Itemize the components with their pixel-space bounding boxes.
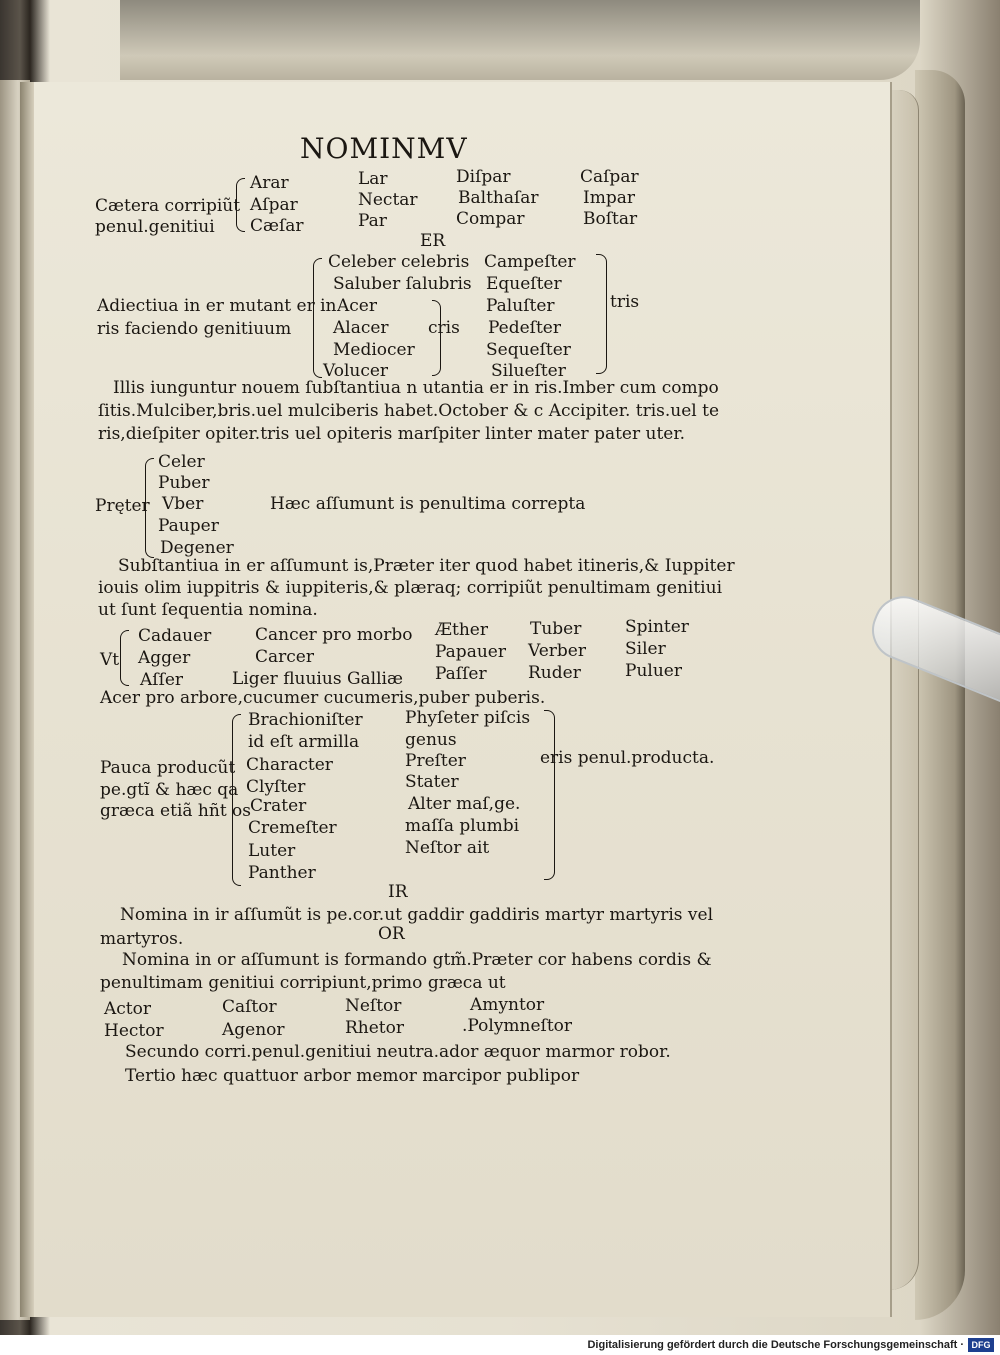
block2-tris: tris xyxy=(610,292,640,312)
block6-r1-c2: Caſtor xyxy=(222,997,277,1017)
line-tertio: Tertio hæc quattuor arbor memor marcipor publipor xyxy=(125,1066,580,1086)
block2-cris: cris xyxy=(428,318,460,338)
block2-c1-r4: Alacer xyxy=(333,318,389,338)
block1-c2-r3: Par xyxy=(358,211,387,231)
block4-c2-r1: Cancer pro morbo xyxy=(255,625,413,645)
block3-word-3: Vber xyxy=(162,494,204,514)
book-top-edge xyxy=(120,0,920,80)
block4-c4-r3: Ruder xyxy=(528,663,581,683)
para-ir-line2: martyros. xyxy=(100,929,184,949)
page-stack-edge xyxy=(915,70,965,1320)
block4-c1-r1: Cadauer xyxy=(138,626,212,646)
block5-c2-r4: Stater xyxy=(405,772,459,792)
block5-c1-r6: Cremeſter xyxy=(248,818,337,838)
block5-c1-r8: Panther xyxy=(248,863,316,883)
para1-line3: ris,dieſpiter opiter.tris uel opiteris marſpiter linter mater pater uter. xyxy=(98,424,686,444)
block1-c2-r2: Nectar xyxy=(358,190,418,210)
section-ir: IR xyxy=(388,882,408,902)
block5-c2-r5: Alter maſ,ge. xyxy=(408,794,521,814)
block1-intro-2: penul.genitiui xyxy=(95,217,215,237)
block6-r2-c2: Agenor xyxy=(222,1020,285,1040)
block6-r1-c1: Actor xyxy=(104,999,151,1019)
block3-word-2: Puber xyxy=(158,473,210,493)
block1-c4-r1: Caſpar xyxy=(580,167,639,187)
block4-c5-r1: Spinter xyxy=(625,617,689,637)
block4-c3-r1: Æther xyxy=(435,620,488,640)
block4-c1-r3: Aſſer xyxy=(140,670,184,690)
block6-r2-c3: Rhetor xyxy=(345,1018,405,1038)
block5-c1-r2: id eſt armilla xyxy=(248,732,360,752)
block6-r1-c4: Amyntor xyxy=(470,995,545,1015)
block3-note: Hæc aſſumunt is penultima correpta xyxy=(270,494,586,514)
block5-right-brace xyxy=(544,710,555,880)
block4-c5-r3: Puluer xyxy=(625,661,682,681)
dfg-logo: DFG xyxy=(968,1338,994,1352)
block1-c4-r3: Boſtar xyxy=(583,209,638,229)
block1-c3-r3: Compar xyxy=(456,209,525,229)
block3-word-4: Pauper xyxy=(158,516,219,536)
block5-c2-r2: genus xyxy=(405,730,457,750)
block4-brace xyxy=(120,630,129,686)
block1-c3-r2: Balthaſar xyxy=(458,188,539,208)
block2-c2-r2: Equeſter xyxy=(486,274,562,294)
block1-c1-r1: Arar xyxy=(250,173,289,193)
block2-c1-r2: Saluber ſalubris xyxy=(333,274,472,294)
block5-intro-2: pe.gtĩ & hæc qa xyxy=(100,780,239,800)
block2-c1-r3: Acer xyxy=(337,296,377,316)
block5-c2-r1: Phyſeter piſcis xyxy=(405,708,531,728)
block4-c2-r2: Carcer xyxy=(255,647,314,667)
block2-c2-r4: Pedeſter xyxy=(488,318,561,338)
block5-intro-1: Pauca producũt xyxy=(100,758,236,778)
block5-c1-r1: Brachioniſter xyxy=(248,710,363,730)
block6-r2-c4: .Polymneſtor xyxy=(462,1016,573,1036)
block4-c4-r2: Verber xyxy=(528,641,586,661)
block4-vt: Vt xyxy=(100,650,120,670)
block4-c3-r3: Paſſer xyxy=(435,664,487,684)
block4-c3-r2: Papauer xyxy=(435,642,506,662)
block1-c1-r2: Aſpar xyxy=(250,195,298,215)
block2-intro-1: Adiectiua in er mutant er in xyxy=(97,296,337,316)
para-ir-line1: Nomina in ir aſſumũt is pe.cor.ut gaddir gaddiris martyr martyris vel xyxy=(120,905,714,925)
section-or: OR xyxy=(378,924,405,944)
block3-preter: Pręter xyxy=(95,496,150,516)
block1-brace xyxy=(236,178,245,232)
block1-c4-r2: Impar xyxy=(583,188,635,208)
block2-c2-r5: Sequeſter xyxy=(486,340,571,360)
block5-c2-r6: maſſa plumbi xyxy=(405,816,520,836)
block5-c1-r5: Crater xyxy=(250,796,307,816)
block2-c1-r1: Celeber celebris xyxy=(328,252,470,272)
block3-word-1: Celer xyxy=(158,452,205,472)
block2-c2-r3: Paluſter xyxy=(486,296,555,316)
block6-r2-c1: Hector xyxy=(104,1021,164,1041)
para2-line2: iouis olim iuppitris & iuppiteris,& plæraq; corripiũt penultimam genitiui xyxy=(98,578,723,598)
block4-c5-r2: Siler xyxy=(625,639,666,659)
block4-c4-r1: Tuber xyxy=(530,619,582,639)
block5-note: eris penul.producta. xyxy=(540,748,715,768)
block2-right-brace xyxy=(596,254,607,374)
para2-line1: Subſtantiua in er aſſumunt is,Præter iter quod habet itineris,& Iuppiter xyxy=(118,556,735,576)
block5-c2-r3: Preſter xyxy=(405,751,466,771)
para1-line1: Illis iunguntur nouem ſubſtantiua n utantia er in ris.Imber cum compo xyxy=(113,378,719,398)
block3-brace xyxy=(145,458,154,558)
line-acer: Acer pro arbore,cucumer cucumeris,puber puberis. xyxy=(100,688,546,708)
block4-c2-r3: Liger fluuius Galliæ xyxy=(232,669,403,689)
line-secundo: Secundo corri.penul.genitiui neutra.ador æquor marmor robor. xyxy=(125,1042,671,1062)
block1-c1-r3: Cæſar xyxy=(250,216,304,236)
block2-c1-r5: Mediocer xyxy=(333,340,415,360)
block6-r1-c3: Neſtor xyxy=(345,996,402,1016)
block2-intro-2: ris faciendo genitiuum xyxy=(97,319,292,339)
page-heading: NOMINMV xyxy=(300,132,468,165)
block5-c1-r4: Clyſter xyxy=(246,777,306,797)
para2-line3: ut ſunt ſequentia nomina. xyxy=(98,600,318,620)
block1-c3-r1: Diſpar xyxy=(456,167,511,187)
page-edge xyxy=(888,90,919,1290)
block5-left-brace xyxy=(232,714,241,886)
block2-cris-brace xyxy=(432,300,441,376)
footer-credit: Digitalisierung gefördert durch die Deutsche Forschungsgemeinschaft · xyxy=(587,1339,964,1351)
section-er: ER xyxy=(420,231,446,251)
para-or-line1: Nomina in or aſſumunt is formando gtm̃.Præter cor habens cordis & xyxy=(122,950,712,970)
block4-c1-r2: Agger xyxy=(138,648,191,668)
block5-c1-r3: Character xyxy=(246,755,333,775)
para1-line2: ſitis.Mulciber,bris.uel mulciberis habet.October & c Accipiter. tris.uel te xyxy=(98,401,720,421)
book-gutter xyxy=(20,82,34,1317)
block3-word-5: Degener xyxy=(160,538,234,558)
block2-c2-r1: Campeſter xyxy=(484,252,576,272)
block5-c2-r7: Neſtor ait xyxy=(405,838,490,858)
block1-c2-r1: Lar xyxy=(358,169,388,189)
para-or-line2: penultimam genitiui corripiunt,primo græca ut xyxy=(100,973,506,993)
block2-left-brace xyxy=(313,258,322,378)
block1-intro-1: Cætera corripiũt xyxy=(95,196,241,216)
block2-c1-r6: Volucer xyxy=(323,361,389,381)
block5-c1-r7: Luter xyxy=(248,841,296,861)
block2-c2-r6: Silueſter xyxy=(491,361,566,381)
block5-intro-3: græca etiã hñt os xyxy=(100,801,252,821)
